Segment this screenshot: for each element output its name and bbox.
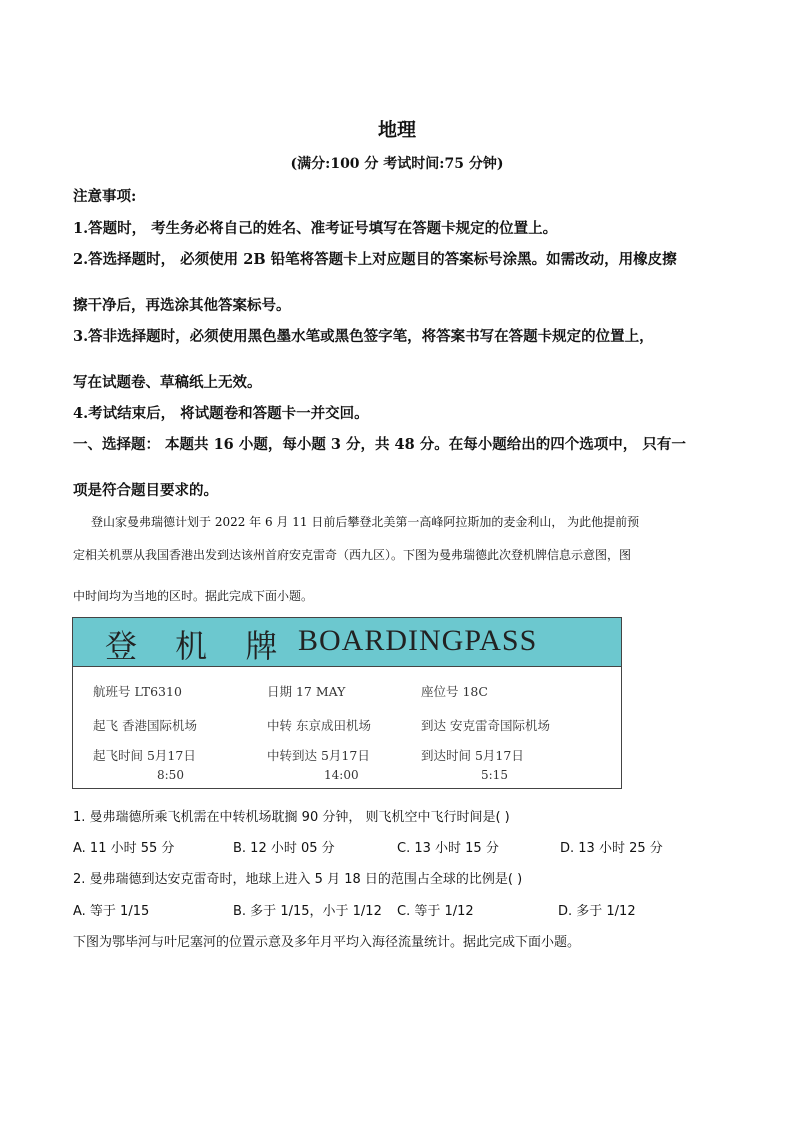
page-title: 地理 <box>377 119 416 141</box>
transfer-time: 14:00 <box>324 768 359 782</box>
transfer-time-label: 中转到达 5月17日 <box>267 748 370 763</box>
question-2-option-b: B. 多于 1/15，小于 1/12 <box>233 904 382 919</box>
passage-1-line-2: 定相关机票从我国香港出发到达该州首府安克雷奇（西九区）。下图为曼弗瑞德此次登机牌信息示意图，图 <box>73 548 632 562</box>
departure-time-label: 起飞时间 5月17日 <box>93 748 196 763</box>
arrival-time-label: 到达时间 5月17日 <box>421 748 524 763</box>
question-1-option-c: C. 13 小时 15 分 <box>397 841 499 856</box>
boarding-pass-title-cn: 登 机 牌 <box>105 627 292 665</box>
exam-info: (满分:100 分 考试时间:75 分钟) <box>290 156 504 172</box>
question-1-option-b: B. 12 小时 05 分 <box>233 841 335 856</box>
note-item-4: 4.考试结束后， 将试题卷和答题卡一并交回。 <box>73 405 369 422</box>
section-1-line-1: 一、选择题： 本题共 16 小题，每小题 3 分，共 48 分。在每小题给出的四个选项中， 只有一 <box>73 436 686 453</box>
boarding-pass-header <box>73 618 621 667</box>
arrival-time: 5:15 <box>481 768 508 782</box>
passage-1-line-3: 中时间均为当地的区时。据此完成下面小题。 <box>73 589 314 603</box>
question-1-stem: 1. 曼弗瑞德所乘飞机需在中转机场耽搁 90 分钟， 则飞机空中飞行时间是( ) <box>73 810 510 825</box>
note-item-3-line-1: 3.答非选择题时，必须使用黑色墨水笔或黑色签字笔，将答案书写在答题卡规定的位置上， <box>73 328 654 345</box>
question-2-option-d: D. 多于 1/12 <box>558 904 636 919</box>
arrival-airport: 到达 安克雷奇国际机场 <box>421 718 550 733</box>
departure-airport: 起飞 香港国际机场 <box>93 718 197 733</box>
note-item-2-line-2: 擦干净后，再选涂其他答案标号。 <box>73 297 291 314</box>
notes-heading: 注意事项: <box>73 188 137 205</box>
boarding-pass-title-en: BOARDINGPASS <box>298 624 538 657</box>
flight-number: 航班号 LT6310 <box>93 684 182 699</box>
flight-date: 日期 17 MAY <box>267 684 346 699</box>
passage-2-line-1: 下图为鄂毕河与叶尼塞河的位置示意及多年月平均入海径流量统计。据此完成下面小题。 <box>73 935 581 950</box>
question-2-option-a: A. 等于 1/15 <box>73 904 150 919</box>
passage-1-line-1: 登山家曼弗瑞德计划于 2022 年 6 月 11 日前后攀登北美第一高峰阿拉斯加的麦金利山， 为此他提前预 <box>91 515 640 529</box>
transfer-airport: 中转 东京成田机场 <box>267 718 371 733</box>
departure-time: 8:50 <box>157 768 184 782</box>
section-1-line-2: 项是符合题目要求的。 <box>73 482 218 499</box>
question-1-option-d: D. 13 小时 25 分 <box>560 841 663 856</box>
boarding-pass-figure <box>72 617 622 789</box>
note-item-2-line-1: 2.答选择题时， 必须使用 2B 铅笔将答题卡上对应题目的答案标号涂黑。如需改动，用橡皮擦 <box>73 251 677 268</box>
note-item-3-line-2: 写在试题卷、草稿纸上无效。 <box>73 374 262 391</box>
seat-number: 座位号 18C <box>421 684 488 699</box>
question-1-option-a: A. 11 小时 55 分 <box>73 841 175 856</box>
note-item-1: 1.答题时， 考生务必将自己的姓名、准考证号填写在答题卡规定的位置上。 <box>73 220 558 237</box>
question-2-stem: 2. 曼弗瑞德到达安克雷奇时，地球上进入 5 月 18 日的范围占全球的比例是( ) <box>73 872 523 887</box>
question-2-option-c: C. 等于 1/12 <box>397 904 474 919</box>
